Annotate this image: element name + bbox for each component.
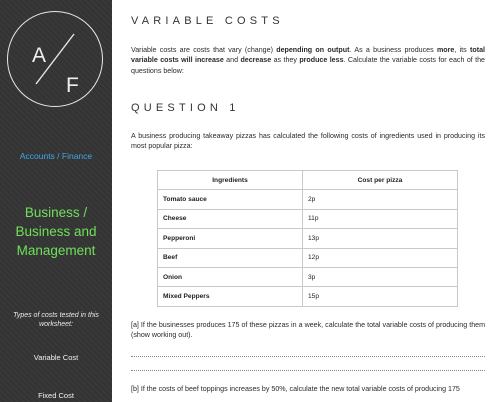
intro-paragraph: Variable costs are costs that vary (change) depending on output. As a business produces more, its total variable costs will increase and decrease as they produce less. Calculate the variable costs for each of the questions below: [131,46,486,75]
question-title: QUESTION 1 [131,102,240,114]
table-row [158,248,458,267]
table-row [158,229,458,248]
logo-divider-icon [8,12,104,108]
cost-type-variable: Variable Cost [33,353,79,362]
types-note-line: Types of costs tested in this [13,312,99,319]
table-row [158,267,458,286]
logo-letter-a: A [32,44,47,67]
af-logo [7,11,103,107]
logo-letter-f: F [66,74,79,97]
ingredient-cell: Tomato sauce [158,190,303,209]
course-line: Business / [24,205,88,220]
cost-cell: 12p [303,248,458,267]
cost-cell: 15p [303,287,458,306]
answer-line[interactable] [131,356,485,357]
page-title: VARIABLE COSTS [131,15,284,27]
course-line: Business and [15,224,97,239]
types-note-line: worksheet: [39,321,73,328]
table-row [158,209,458,228]
ingredient-cell: Beef [158,248,303,267]
cost-cell: 13p [303,229,458,248]
question-text: A business producing takeaway pizzas has calculated the following costs of ingredients used in producing its most popular pizza: [131,132,485,151]
column-header: Ingredients [158,171,303,190]
cost-type-fixed: Fixed Cost [38,391,74,400]
column-header: Cost per pizza [303,171,458,190]
ingredient-cost-table [157,170,458,307]
course-title [0,203,112,260]
ingredient-cell: Pepperoni [158,229,303,248]
subject-label: Accounts / Finance [19,151,93,161]
types-note [4,311,108,329]
cost-cell: 11p [303,209,458,228]
ingredient-cell: Onion [158,267,303,286]
cost-cell: 3p [303,267,458,286]
sidebar [0,0,112,402]
answer-line[interactable] [131,370,485,371]
table-row [158,190,458,209]
ingredient-cell: Cheese [158,209,303,228]
course-line: Management [16,243,96,258]
question-part-a: [a] If the businesses produces 175 of these pizzas in a week, calculate the total variable costs of producing them (show working out). [131,321,485,340]
table-header-row [158,171,458,190]
question-part-b: [b] If the costs of beef toppings increases by 50%, calculate the new total variable costs of producing 175 [131,385,460,393]
ingredient-cell: Mixed Peppers [158,287,303,306]
table-row [158,287,458,306]
cost-cell: 2p [303,190,458,209]
worksheet-content [112,0,500,402]
